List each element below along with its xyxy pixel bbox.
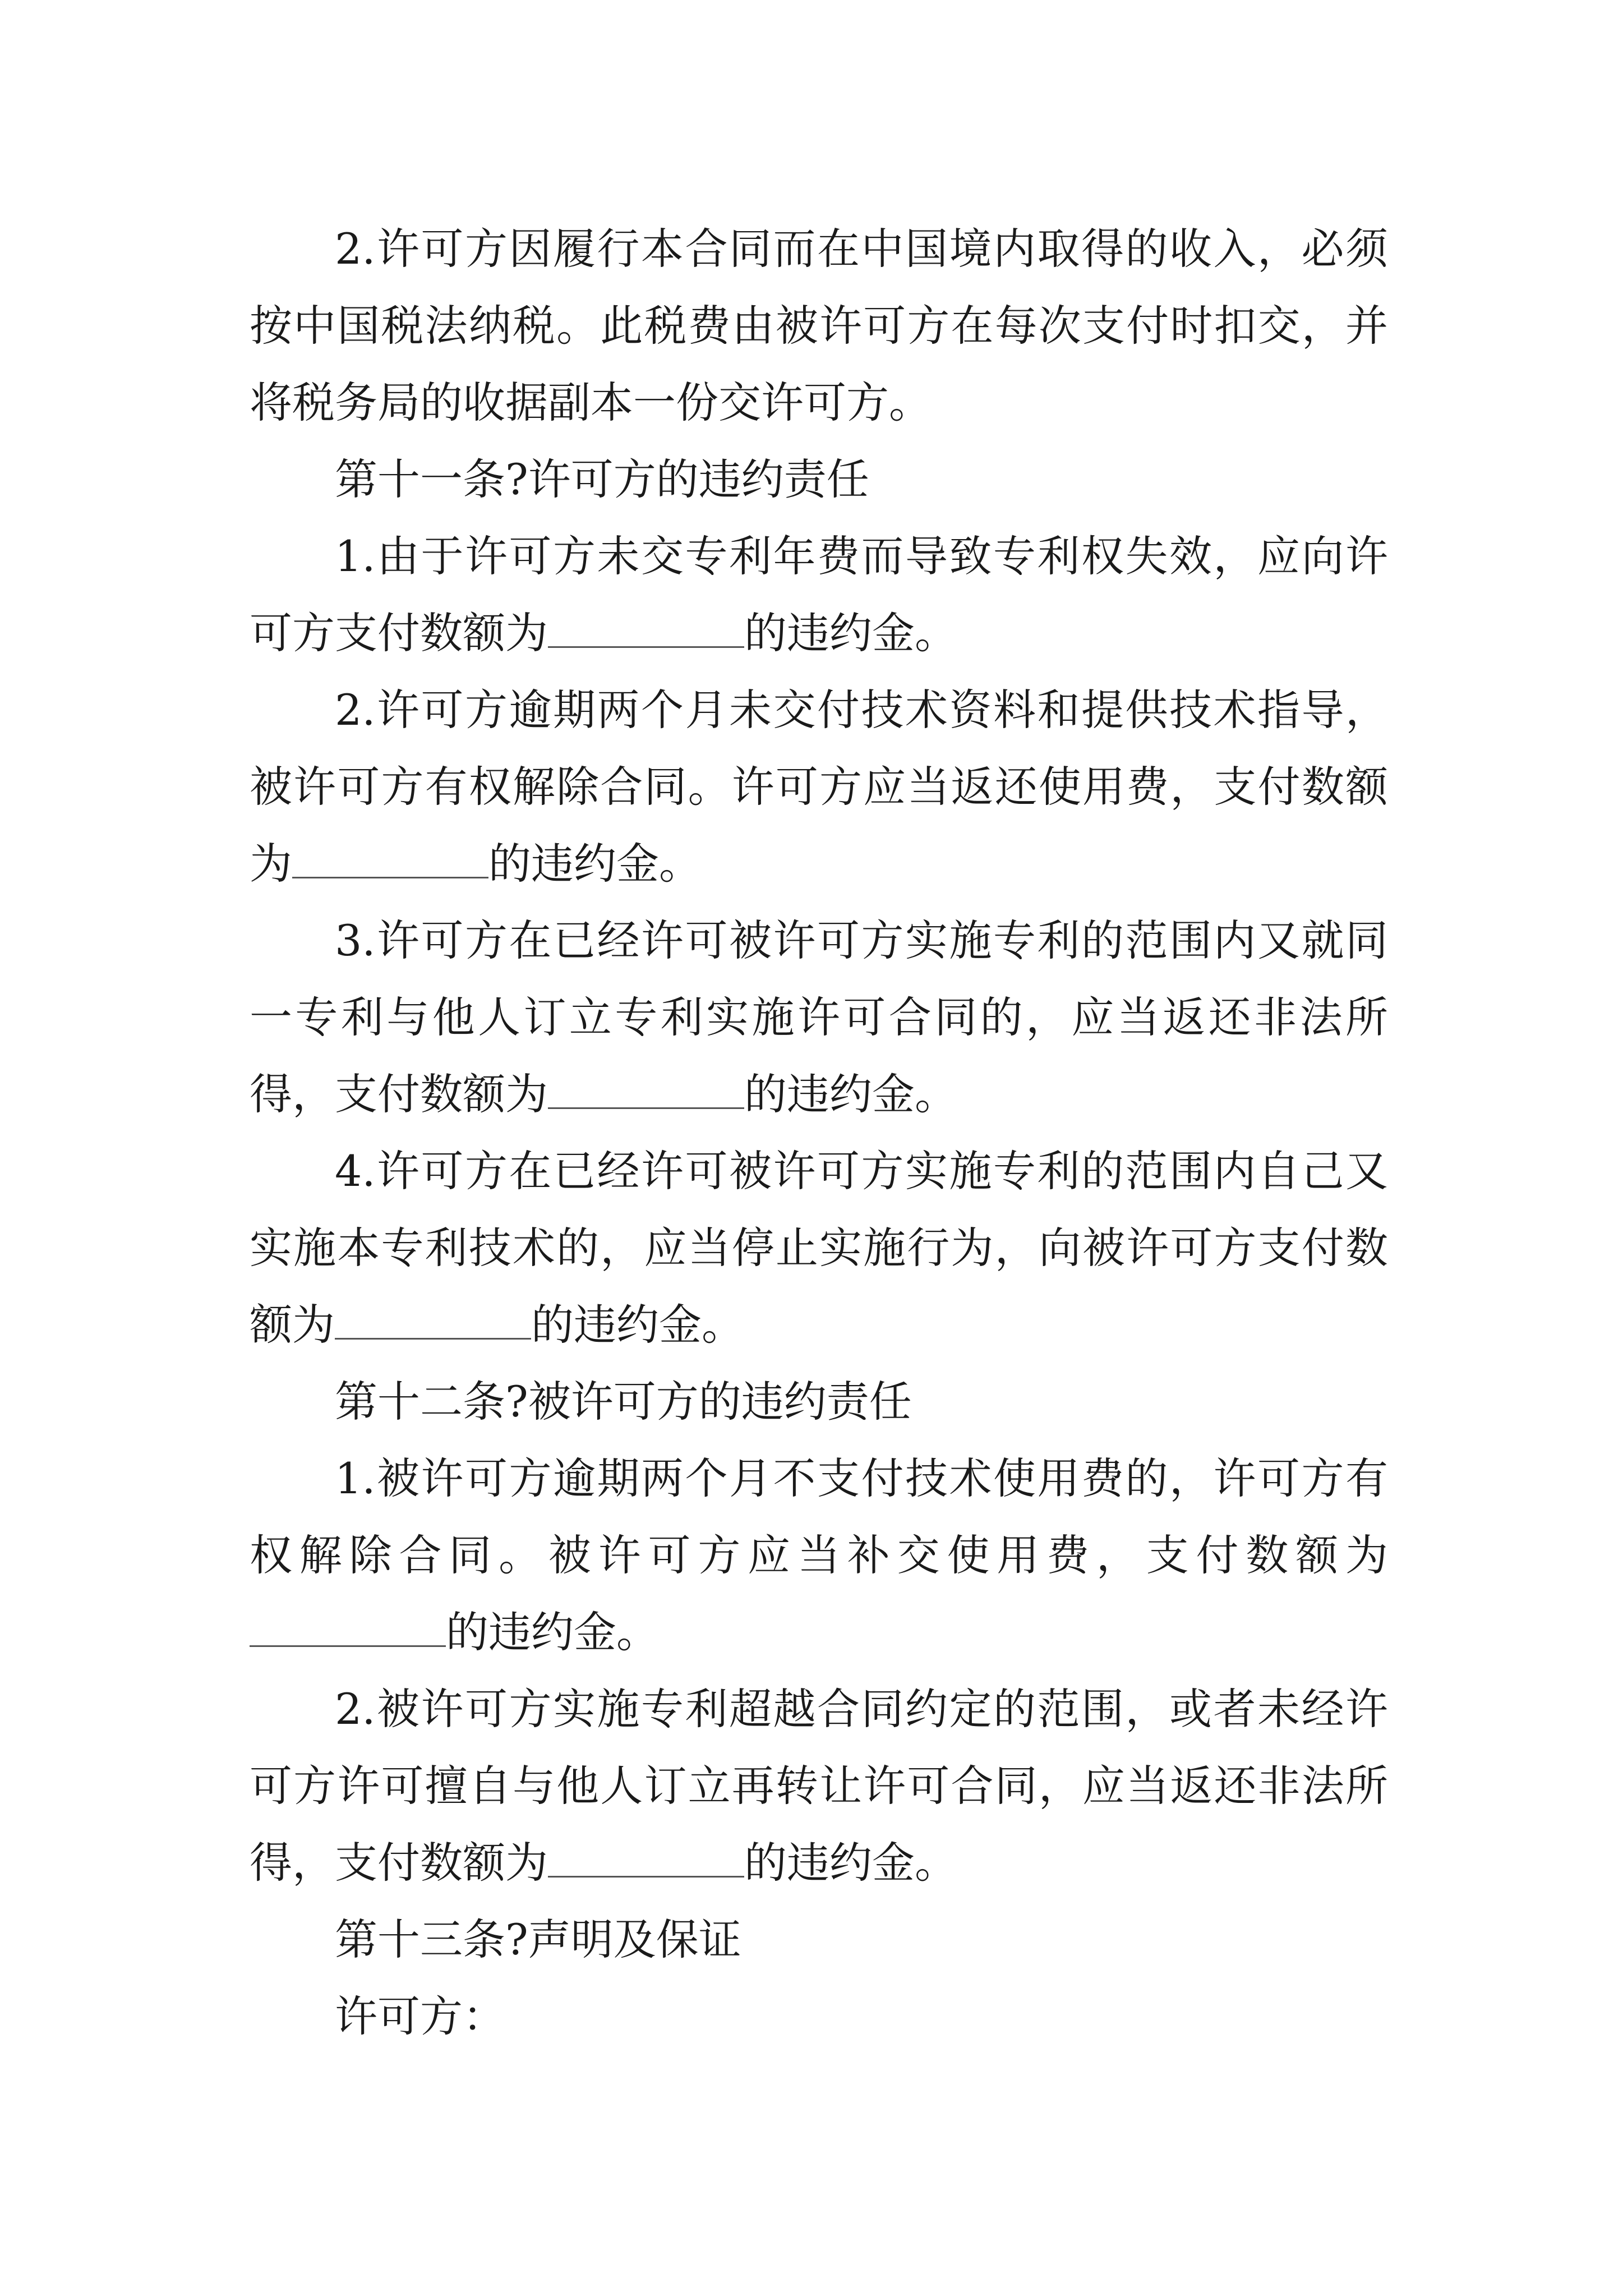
paragraph-text-before: 2.许可方逾期两个月未交付技术资料和提供技术指导，被许可方有权解除合同。许可方应当返还使用费，支付数额为 — [250, 685, 1388, 889]
paragraph-text-before: 2.被许可方实施专利超越合同约定的范围，或者未经许可方许可擅自与他人订立再转让许可合同，应当返还非法所得，支付数额为 — [250, 1684, 1388, 1888]
article-13-heading: 第十三条?声明及保证 — [335, 1915, 741, 1964]
amount-blank-field — [548, 613, 744, 648]
paragraph-licensor-liability-4 — [250, 1133, 1388, 1363]
paragraph-text-before: 3.许可方在已经许可被许可方实施专利的范围内又就同一专利与他人订立专利实施许可合同的，应当返还非法所得，支付数额为 — [250, 915, 1388, 1119]
paragraph-text-after: 的违约金。 — [531, 1300, 744, 1350]
paragraph-text-after: 的违约金。 — [744, 608, 957, 658]
amount-blank-field — [292, 843, 488, 878]
paragraph-text-after: 的违约金。 — [446, 1607, 659, 1657]
paragraph-text-before: 4.许可方在已经许可被许可方实施专利的范围内自己又实施本专利技术的，应当停止实施行为，向被许可方支付数额为 — [250, 1146, 1388, 1350]
article-11-heading: 第十一条?许可方的违约责任 — [335, 454, 869, 504]
paragraph-licensor-liability-2 — [250, 671, 1388, 902]
paragraph-text-after: 的违约金。 — [744, 1069, 957, 1119]
paragraph-text-before: 1.由于许可方未交专利年费而导致专利权失效，应向许可方支付数额为 — [250, 531, 1388, 658]
paragraph-tax-clause: 2.许可方因履行本合同而在中国境内取得的收入，必须按中国税法纳税。此税费由被许可方在每次支付时扣交，并将税务局的收据副本一份交许可方。 — [250, 224, 1388, 427]
amount-blank-field — [548, 1074, 744, 1109]
paragraph-text-after: 的违约金。 — [488, 839, 702, 889]
article-12-heading: 第十二条?被许可方的违约责任 — [335, 1377, 912, 1427]
paragraph-text-before: 1.被许可方逾期两个月不支付技术使用费的，许可方有权解除合同。被许可方应当补交使用费，支付数额为 — [250, 1453, 1388, 1580]
paragraph-licensor-liability-3 — [250, 902, 1388, 1133]
paragraph-licensee-liability-2 — [250, 1671, 1388, 1901]
amount-blank-field — [250, 1612, 446, 1647]
document-page — [250, 210, 1388, 2055]
licensor-label: 许可方： — [335, 1991, 505, 2041]
paragraph-text-after: 的违约金。 — [744, 1838, 957, 1888]
amount-blank-field — [335, 1304, 531, 1340]
amount-blank-field — [548, 1842, 744, 1878]
paragraph-licensor-liability-1 — [250, 518, 1388, 671]
paragraph-licensee-liability-1 — [250, 1440, 1388, 1671]
